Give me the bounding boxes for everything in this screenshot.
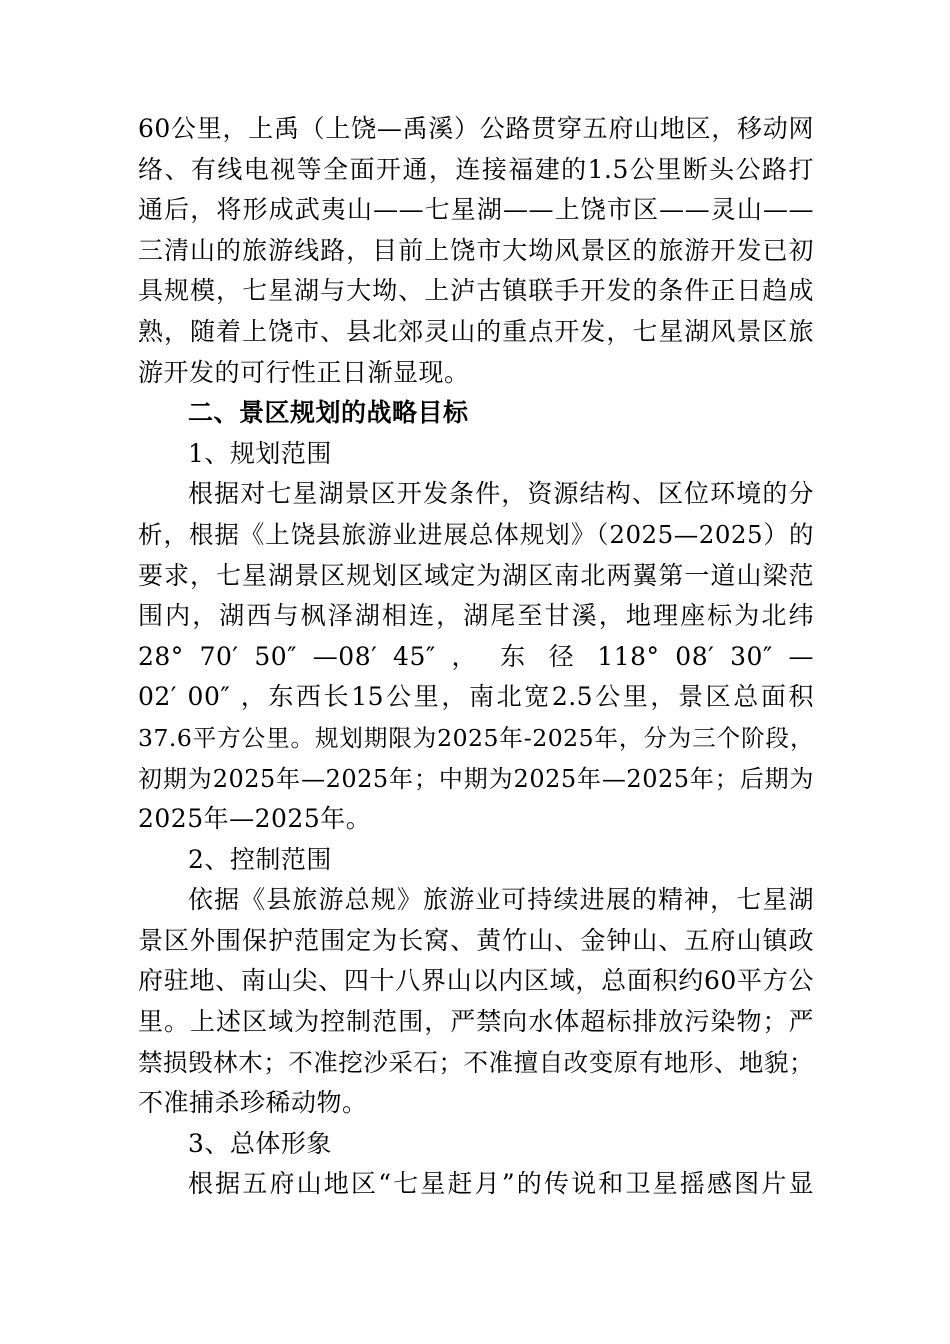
paragraph-line: 02′ 00″ ，东西长15公里，南北宽2.5公里，景区总面积 xyxy=(138,682,814,712)
paragraph-line: 2025年—2025年。 xyxy=(138,804,372,834)
paragraph-line: 围内，湖西与枫泽湖相连，湖尾至甘溪，地理座标为北纬 xyxy=(138,601,814,631)
paragraph-line: 60公里，上禹（上饶—禹溪）公路贯穿五府山地区，移动网 xyxy=(138,114,814,143)
paragraph-line: 游开发的可行性正日渐显现。 xyxy=(138,357,470,387)
paragraph-line: 初期为2025年—2025年；中期为2025年—2025年；后期为 xyxy=(138,764,814,793)
subsection-heading: 2、控制范围 xyxy=(188,844,332,874)
paragraph-line: 析，根据《上饶县旅游业进展总体规划》（2025—2025）的 xyxy=(138,519,814,549)
paragraph-line: 里。上述区域为控制范围，严禁向水体超标排放污染物；严 xyxy=(138,1007,814,1037)
paragraph-line: 熟，随着上饶市、县北郊灵山的重点开发，七星湖风景区旅 xyxy=(138,316,814,346)
paragraph-line: 根据对七星湖景区开发条件，资源结构、区位环境的分 xyxy=(188,479,814,509)
paragraph-line: 37.6平方公里。规划期限为2025年-2025年，分为三个阶段， xyxy=(138,723,814,752)
paragraph-line: 不准捕杀珍稀动物。 xyxy=(138,1088,368,1118)
paragraph-line: 景区外围保护范围定为长窝、黄竹山、金钟山、五府山镇政 xyxy=(138,925,814,955)
paragraph-line: 依据《县旅游总规》旅游业可持续进展的精神，七星湖 xyxy=(188,885,814,915)
subsection-heading: 1、规划范围 xyxy=(188,438,332,468)
paragraph-line: 络、有线电视等全面开通，连接福建的1.5公里断头公路打 xyxy=(138,154,814,184)
paragraph-line: 根据五府山地区“七星赶月”的传说和卫星摇感图片显 xyxy=(188,1169,814,1199)
section-heading: 二、景区规划的战略目标 xyxy=(188,398,469,428)
paragraph-line: 具规模，七星湖与大坳、上泸古镇联手开发的条件正日趋成 xyxy=(138,276,814,306)
paragraph-line: 通后，将形成武夷山——七星湖——上饶市区——灵山—— xyxy=(138,195,814,225)
paragraph-line: 禁损毁林木；不准挖沙采石；不准擅自改变原有地形、地貌； xyxy=(138,1047,814,1077)
paragraph-line: 三清山的旅游线路，目前上饶市大坳风景区的旅游开发已初 xyxy=(138,235,814,265)
document-page xyxy=(138,109,814,1205)
subsection-heading: 3、总体形象 xyxy=(188,1128,332,1158)
paragraph-line: 28° 70′ 50″ —08′ 45″ ， 东 径 118° 08′ 30″ — xyxy=(138,641,814,671)
paragraph-line: 要求，七星湖景区规划区域定为湖区南北两翼第一道山梁范 xyxy=(138,560,814,590)
paragraph-line: 府驻地、南山尖、四十八界山以内区域，总面积约60平方公 xyxy=(138,966,814,996)
